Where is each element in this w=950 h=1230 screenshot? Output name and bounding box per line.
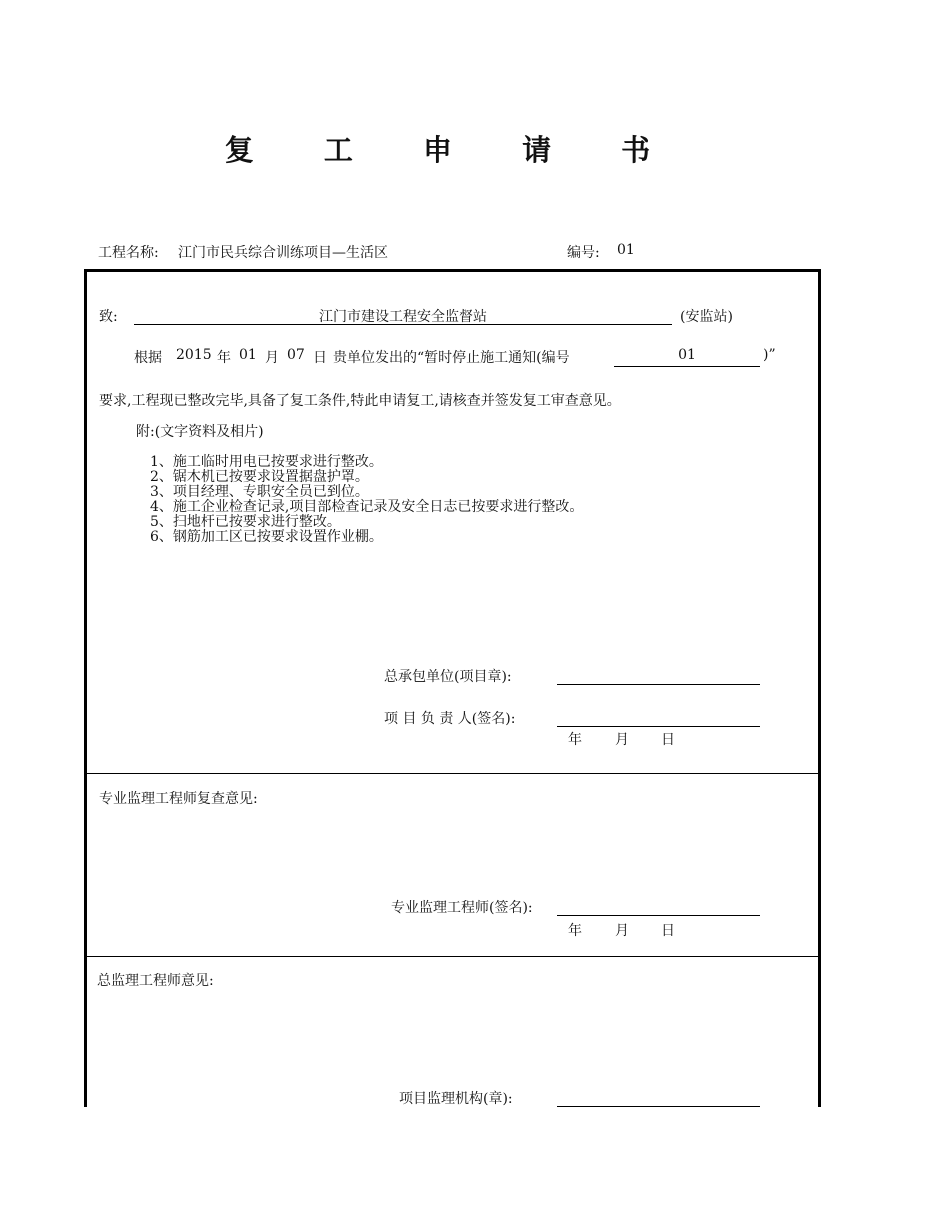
date-month-label: 月 [615,923,629,939]
notice-middle: 贵单位发出的“暂时停止施工通知(编号 [333,350,570,366]
form-frame-left [84,269,87,1107]
list-item: 4、施工企业检查记录,项目部检查记录及安全日志已按要求进行整改。 [150,499,584,515]
to-label: 致: [99,309,118,325]
date-year-label: 年 [568,923,582,939]
notice-day-label: 日 [313,350,327,366]
list-item: 1、施工临时用电已按要求进行整改。 [150,454,383,470]
number-label: 编号: [567,245,600,261]
attachment-list [150,455,583,545]
project-name-value: 江门市民兵综合训练项目—生活区 [178,245,388,261]
to-value: 江门市建设工程安全监督站 [319,309,487,325]
contractor-label: 总承包单位(项目章): [384,669,512,685]
engineer-sign-underline [557,915,760,916]
manager-label: 项 目 负 责 人(签名): [384,711,516,727]
notice-day: 07 [287,347,305,363]
form-frame-right [818,269,821,1107]
section-divider-2 [86,956,819,957]
form-frame-top [84,269,820,272]
chief-engineer-heading: 总监理工程师意见: [97,973,214,989]
date-month-label: 月 [615,732,629,748]
to-suffix: (安监站) [680,309,733,325]
notice-year-label: 年 [217,350,231,366]
notice-code: 01 [678,347,696,363]
to-underline [134,324,672,325]
supervision-org-label: 项目监理机构(章): [399,1091,513,1107]
list-item: 2、锯木机已按要求设置据盘护罩。 [150,469,369,485]
notice-month-label: 月 [265,350,279,366]
engineer-sign-label: 专业监理工程师(签名): [391,900,533,916]
date-day-label: 日 [661,732,675,748]
manager-underline [557,726,760,727]
date-year-label: 年 [568,732,582,748]
engineer-review-heading: 专业监理工程师复查意见: [99,791,258,807]
contractor-underline [557,684,760,685]
project-name-label: 工程名称: [98,245,159,261]
notice-prefix: 根据 [134,350,162,366]
notice-code-underline [614,366,760,367]
attachment-label: 附:(文字资料及相片) [136,424,264,440]
list-item: 5、扫地杆已按要求进行整改。 [150,514,341,530]
list-item: 6、钢筋加工区已按要求设置作业棚。 [150,529,383,545]
supervision-org-underline [557,1106,760,1107]
section-divider-1 [86,773,819,774]
notice-month: 01 [239,347,257,363]
list-item: 3、项目经理、专职安全员已到位。 [150,484,369,500]
page-title: 复 工 申 请 书 [224,133,681,167]
number-value: 01 [617,242,635,258]
date-day-label: 日 [661,923,675,939]
request-text: 要求,工程现已整改完毕,具备了复工条件,特此申请复工,请核查并签发复工审查意见。 [99,393,621,409]
notice-year: 2015 [176,347,212,363]
notice-suffix: )” [763,347,776,363]
